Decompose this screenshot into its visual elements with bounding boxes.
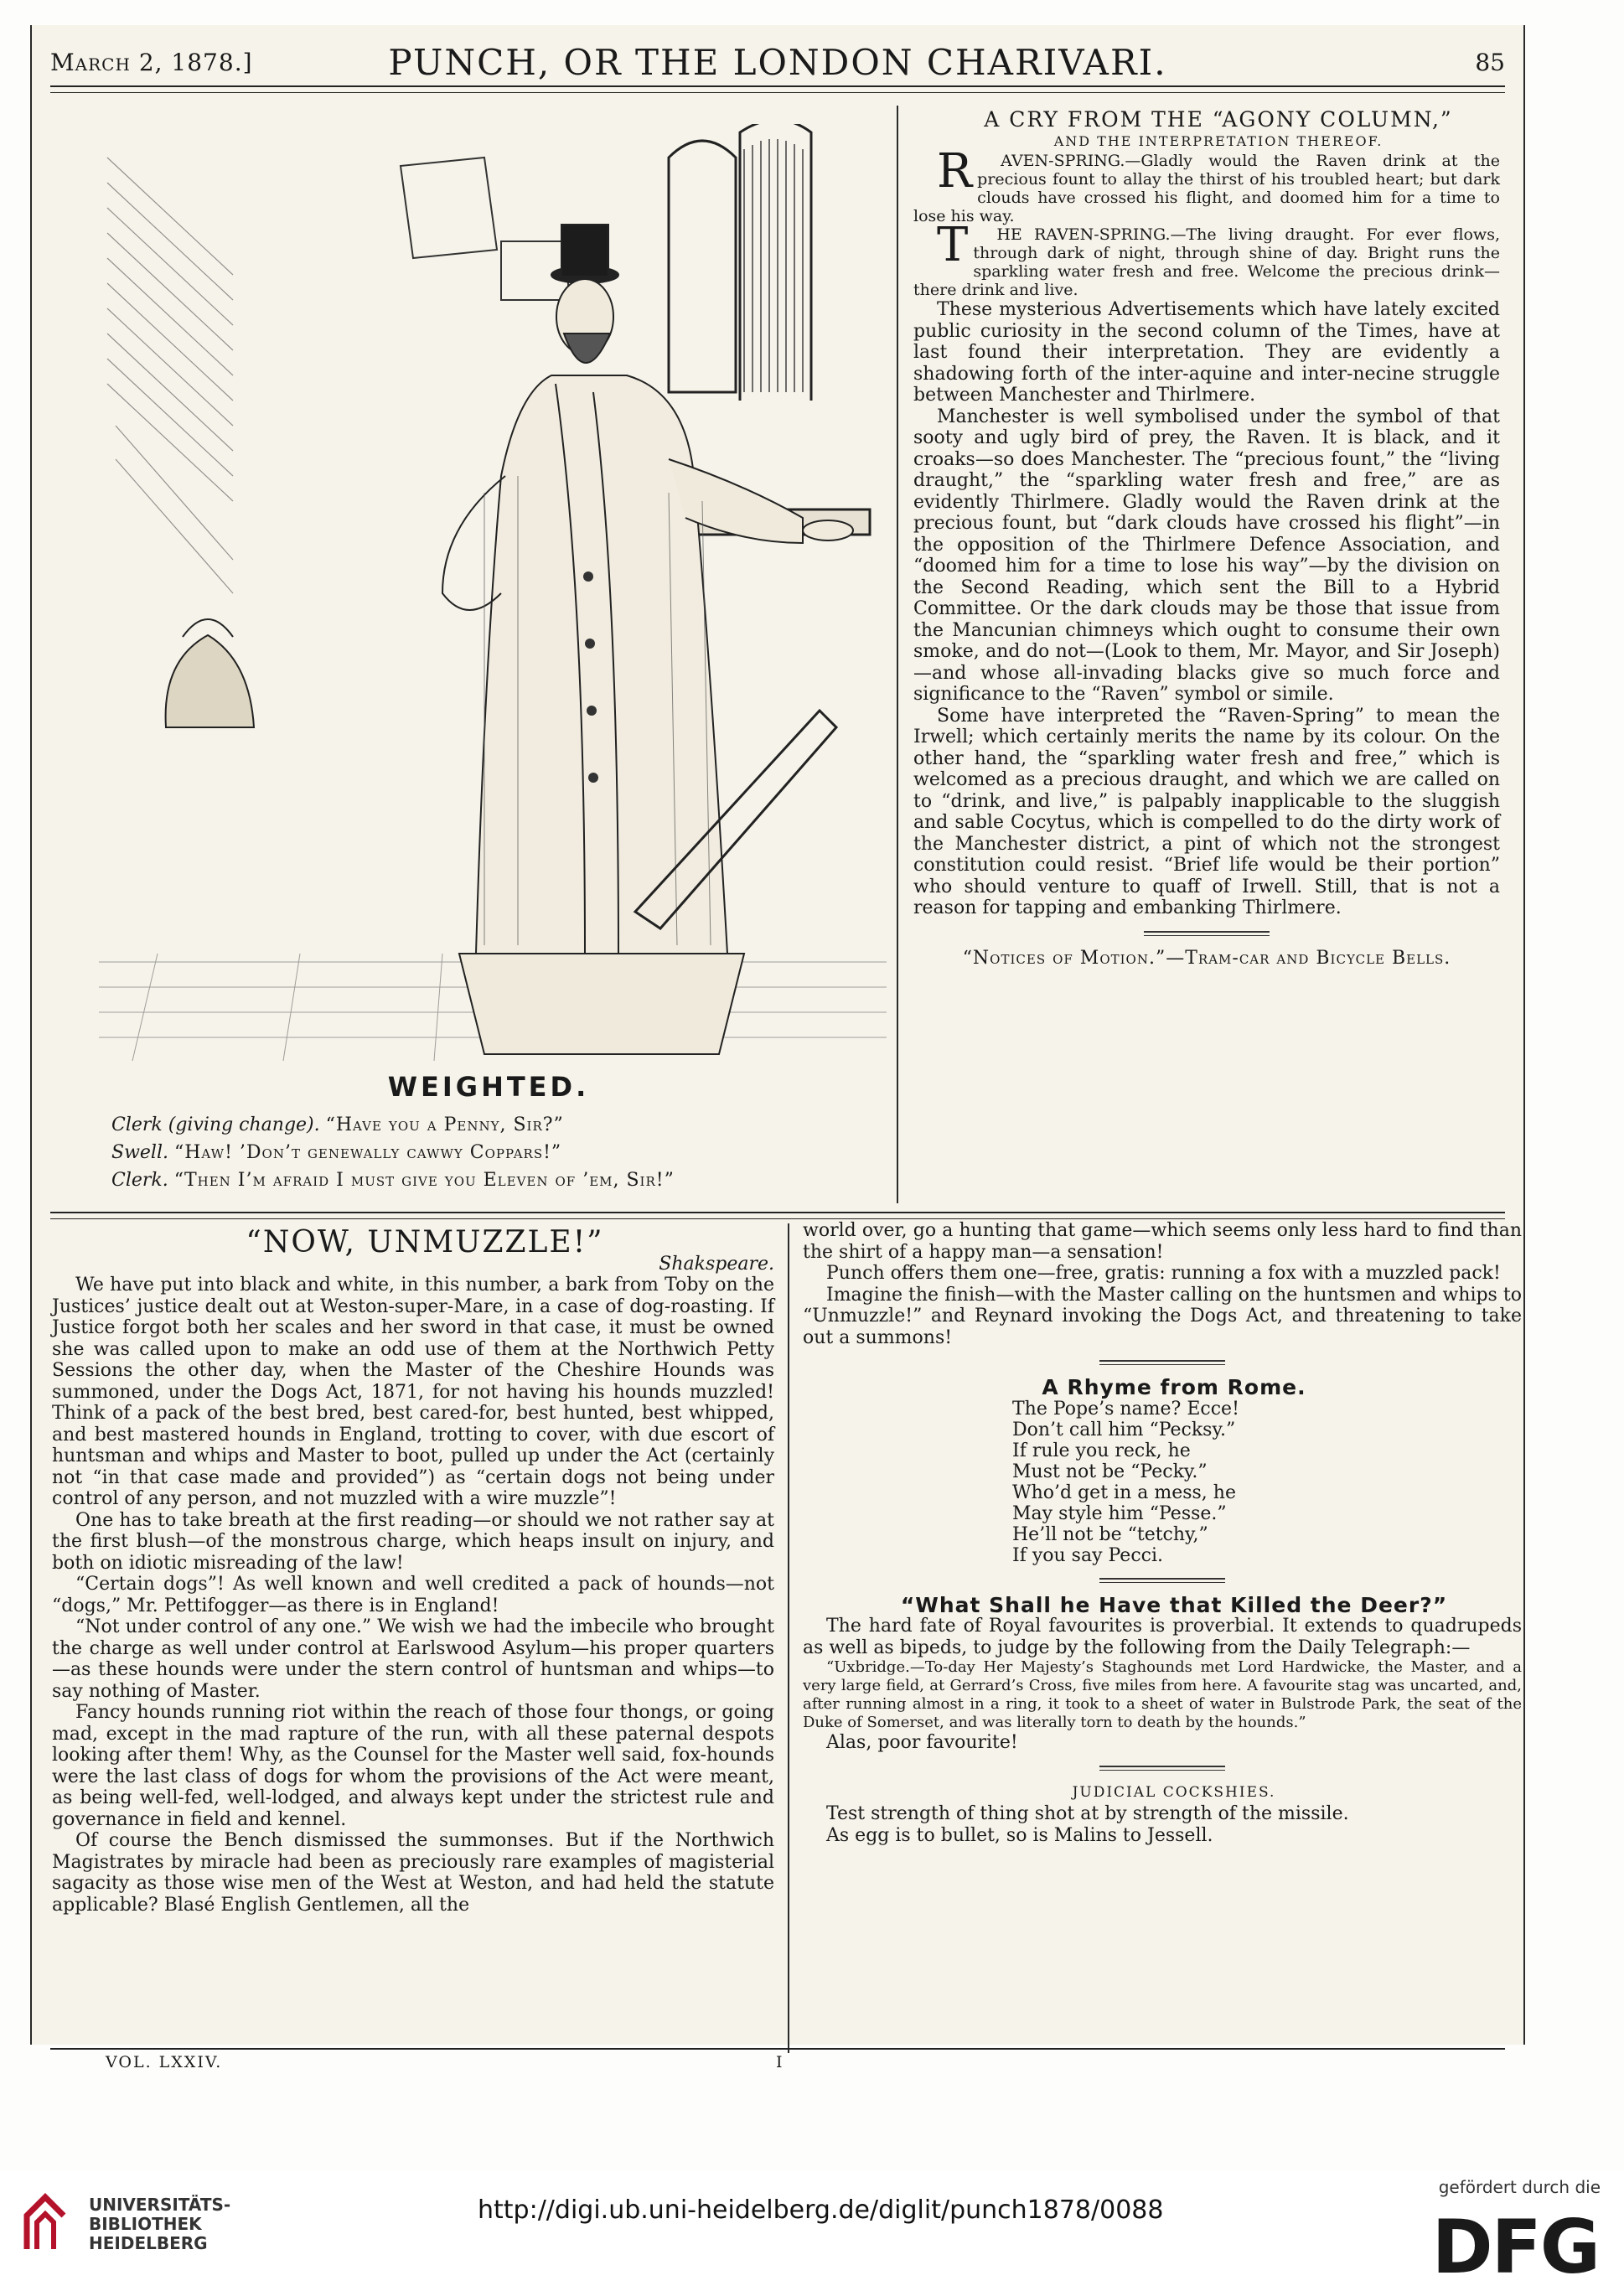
article-attribution: Shakspeare.: [659, 1253, 774, 1275]
dialogue-speaker: Clerk: [111, 1114, 163, 1135]
paragraph: Fancy hounds running riot within the reach of those four thongs, or going mad, except in the mad rapture of the run, with all these paternal despots looking after them! Why, as the Counsel for the Master well said, fox-hounds were the last class of dogs for whom the provisions of the Act were meant, as being well-fed, well-lodged, and always kept under the strictest rule and governance in field and kennel.: [52, 1702, 774, 1830]
poem-line: Who’d get in a mess, he: [1012, 1482, 1236, 1503]
dialogue-stage-direction: (giving change).: [168, 1114, 320, 1135]
funding-label: gefördert durch die: [1438, 2177, 1601, 2197]
dialogue-line: [111, 1166, 916, 1194]
paragraph: Test strength of thing shot at by strength of the missile.: [826, 1803, 1349, 1824]
volume-number: VOL. LXXIV.: [106, 2053, 223, 2071]
article-title: A CRY FROM THE “AGONY COLUMN,”: [984, 107, 1453, 132]
drop-cap: R: [937, 144, 973, 199]
drop-cap: T: [937, 218, 969, 272]
newspaper-quote: “Uxbridge.—To-day Her Majesty’s Staghounds met Lord Hardwicke, the Master, and a very large field, at Gerrard’s Cross, five miles from here. A favourite stag was uncarted, and, after running almost in a ring, it took to a sheet of water in Bulstrode Park, the seat of the Duke of Somerset, and was literally torn to death by the hounds.”: [803, 1658, 1522, 1731]
poem-line: Don’t call him “Pecksy.”: [1012, 1419, 1236, 1440]
poem-line: If you say Pecci.: [1012, 1544, 1163, 1566]
footer-rule: [50, 2048, 1505, 2051]
dialogue-speech: “Haw! ’Don’t genewally cawwy Coppars!”: [174, 1142, 562, 1163]
paragraph: Manchester is well symbolised under the symbol of that sooty and ugly bird of prey, the Raven. It is black, and it croaks—so does Manchester. The “precious fount,” the “living draught,” the “sparkling water fresh and free,” are as evidently Thirlmere. Gladly would the Raven drink at the precious fount, but “dark clouds have crossed his flight”—in the opposition of the Thirlmere Defence Association, and “doomed him for a time to lose his way”—by the division on the Second Reading, which sent the Bill to a Hybrid Committee. Or the dark clouds may be those that issue from the Mancunian chimneys which ought to consume their own smoke, and do not—(Look to them, Mr. Mayor, and Sir Joseph)—and whose all-invading blacks give so much force and significance to the “Raven” symbol or simile.: [913, 406, 1500, 705]
article-title: “NOW, UNMUZZLE!”: [246, 1225, 604, 1259]
section-rule: [50, 1212, 1505, 1219]
cartoon-dialogue: [111, 1111, 916, 1194]
section-rule: [1099, 1578, 1225, 1583]
cartoon-illustration: [82, 124, 895, 1061]
paragraph: We have put into black and white, in this number, a bark from Toby on the Justices’ justice dealt out at Weston-super-Mare, in a case of dog-roasting. If Justice forgot both her scales and her sword in that case, it must be owned she was called upon to make an odd use of them at the Northwich Petty Sessions the other day, when the Master of the Cheshire Hounds was summoned, under the Dogs Act, 1871, for not having his hounds muzzled! Think of a pack of the best bred, best cared-for, best hunted, best whipped, and best mastered hounds in England, trotting to cover, with due escort of huntsman and whips and Master to boot, pulled up under the Act (certainly not “in that case made and provided”) as “certain dogs not being under control of any person, and not muzzled with a wire muzzle”!: [52, 1275, 774, 1509]
paragraph: Some have interpreted the “Raven-Spring” to mean the Irwell; which certainly merits the name by its colour. On the other hand, the “sparkling water fresh and free,” which is welcomed as a precious draught, and which we are called on to “drink, and live,” is palpably inapplicable to the sluggish and sable Cocytus, which is compelled to do the dirty work of the Manchester district, a pint of which not the strongest constitution could resist. “Brief life would be their portion” who should venture to quaff of Irwell. Still, that is not a reason for tapping and embanking Thirlmere.: [913, 705, 1500, 918]
advertisement: T HE RAVEN-SPRING.—The living draught. For ever flows, through dark of night, through shine of day. Bright runs the sparkling water fresh and free. Welcome the precious drink—there drink and live.: [913, 218, 1500, 299]
dialogue-line: [111, 1139, 916, 1166]
paragraph: One has to take breath at the first reading—or should we not rather say at the first blush—of the monstrous charge, which heaps insult on injury, and both on idiotic misreading of the law!: [52, 1509, 774, 1574]
dialogue-speech: “Have you a Penny, Sir?”: [325, 1114, 564, 1135]
agony-column-article: [913, 109, 1500, 969]
paragraph: Of course the Bench dismissed the summonses. But if the Northwich Magistrates by miracle had been as preciously rare examples of magisterial sagacity as those wise men of the West at Weston, and had held the statute applicable? Blasé English Gentlemen, all the: [52, 1830, 774, 1916]
library-name: UNIVERSITÄTS- BIBLIOTHEK HEIDELBERG: [89, 2195, 231, 2253]
poem-line: Must not be “Pecky.”: [1012, 1461, 1208, 1482]
paragraph: The hard fate of Royal favourites is proverbial. It extends to quadrupeds as well as bipeds, to judge by the following from the Daily Telegraph:—: [803, 1616, 1522, 1658]
column-divider: [788, 1223, 789, 2053]
poem-line: The Pope’s name? Ecce!: [1012, 1398, 1239, 1420]
dialogue-speaker: Swell.: [111, 1142, 168, 1163]
section-rule: [1099, 1360, 1225, 1365]
notice-line: “Notices of Motion.”—Tram-car and Bicycle Bells.: [962, 947, 1451, 969]
page-number: 85: [1475, 49, 1505, 76]
digitization-bar: [0, 2170, 1624, 2291]
permalink[interactable]: http://digi.ub.uni-heidelberg.de/diglit/punch1878/0088: [478, 2195, 1164, 2225]
paragraph: world over, go a hunting that game—which seems only less hard to find than the shirt of a happy man—a sensation!: [803, 1220, 1522, 1263]
dialogue-speaker: Clerk.: [111, 1170, 168, 1191]
dfg-logo[interactable]: DFG: [1431, 2204, 1599, 2290]
unmuzzle-article: [52, 1225, 774, 1916]
page-footer: [30, 2053, 1530, 2087]
library-logo-icon: [20, 2190, 70, 2252]
dialogue-line: [111, 1111, 916, 1139]
section-rule: [1099, 1766, 1225, 1771]
advertisement: R AVEN-SPRING.—Gladly would the Raven drink at the precious fount to allay the thirst of his troubled heart; but dark clouds have crossed his flight, and doomed him for a time to lose his way.: [913, 144, 1500, 225]
dialogue-speech: “Then I’m afraid I must give you Eleven of ’em, Sir!”: [173, 1170, 675, 1191]
rhyme-title: A Rhyme from Rome.: [1042, 1375, 1306, 1399]
right-bottom-column: [803, 1220, 1522, 1846]
paragraph: Alas, poor favourite!: [826, 1732, 1018, 1753]
paragraph: Imagine the finish—with the Master calling on the huntsmen and whips to “Unmuzzle!” and Reynard invoking the Dogs Act, and threatening to take out a summons!: [803, 1284, 1522, 1348]
poem-line: May style him “Pesse.”: [1012, 1502, 1227, 1524]
column-divider: [897, 106, 898, 1203]
paragraph: “Not under control of any one.” We wish we had the imbecile who brought the charge as well under control at Earlswood Asylum—his proper quarters—as these hounds were under the stern control of huntsman and whips—to say nothing of Master.: [52, 1616, 774, 1702]
poem-line: If rule you reck, he: [1012, 1440, 1191, 1461]
header-rule: [50, 85, 1505, 93]
university-logo[interactable]: [20, 2190, 231, 2256]
poem-line: He’ll not be “tetchy,”: [1012, 1523, 1208, 1545]
publication-title: PUNCH, OR THE LONDON CHARIVARI.: [388, 42, 1167, 83]
newspaper-page: [30, 25, 1525, 2045]
judicial-title: JUDICIAL COCKSHIES.: [1072, 1783, 1276, 1801]
issue-date: March 2, 1878.]: [50, 49, 253, 76]
paragraph: Punch offers them one—free, gratis: running a fox with a muzzled pack!: [826, 1263, 1501, 1284]
paragraph: As egg is to bullet, so is Malins to Jessell.: [826, 1824, 1213, 1846]
deer-title: “What Shall he Have that Killed the Deer?”: [900, 1592, 1448, 1617]
paragraph: “Certain dogs”! As well known and well credited a pack of hounds—not “dogs,” Mr. Pettifogger—as there is in England!: [52, 1574, 774, 1616]
section-rule: [1144, 931, 1270, 936]
cartoon-title: WEIGHTED.: [387, 1071, 590, 1103]
paragraph: These mysterious Advertisements which have lately excited public curiosity in the second column of the Times, have at last found their interpretation. They are evidently a shadowing forth of the inter-aquine and inter-necine struggle between Manchester and Thirlmere.: [913, 299, 1500, 406]
rhyme-poem: [1012, 1399, 1522, 1566]
article-subtitle: AND THE INTERPRETATION THEREOF.: [1053, 132, 1384, 149]
signature-mark: I: [776, 2053, 783, 2071]
